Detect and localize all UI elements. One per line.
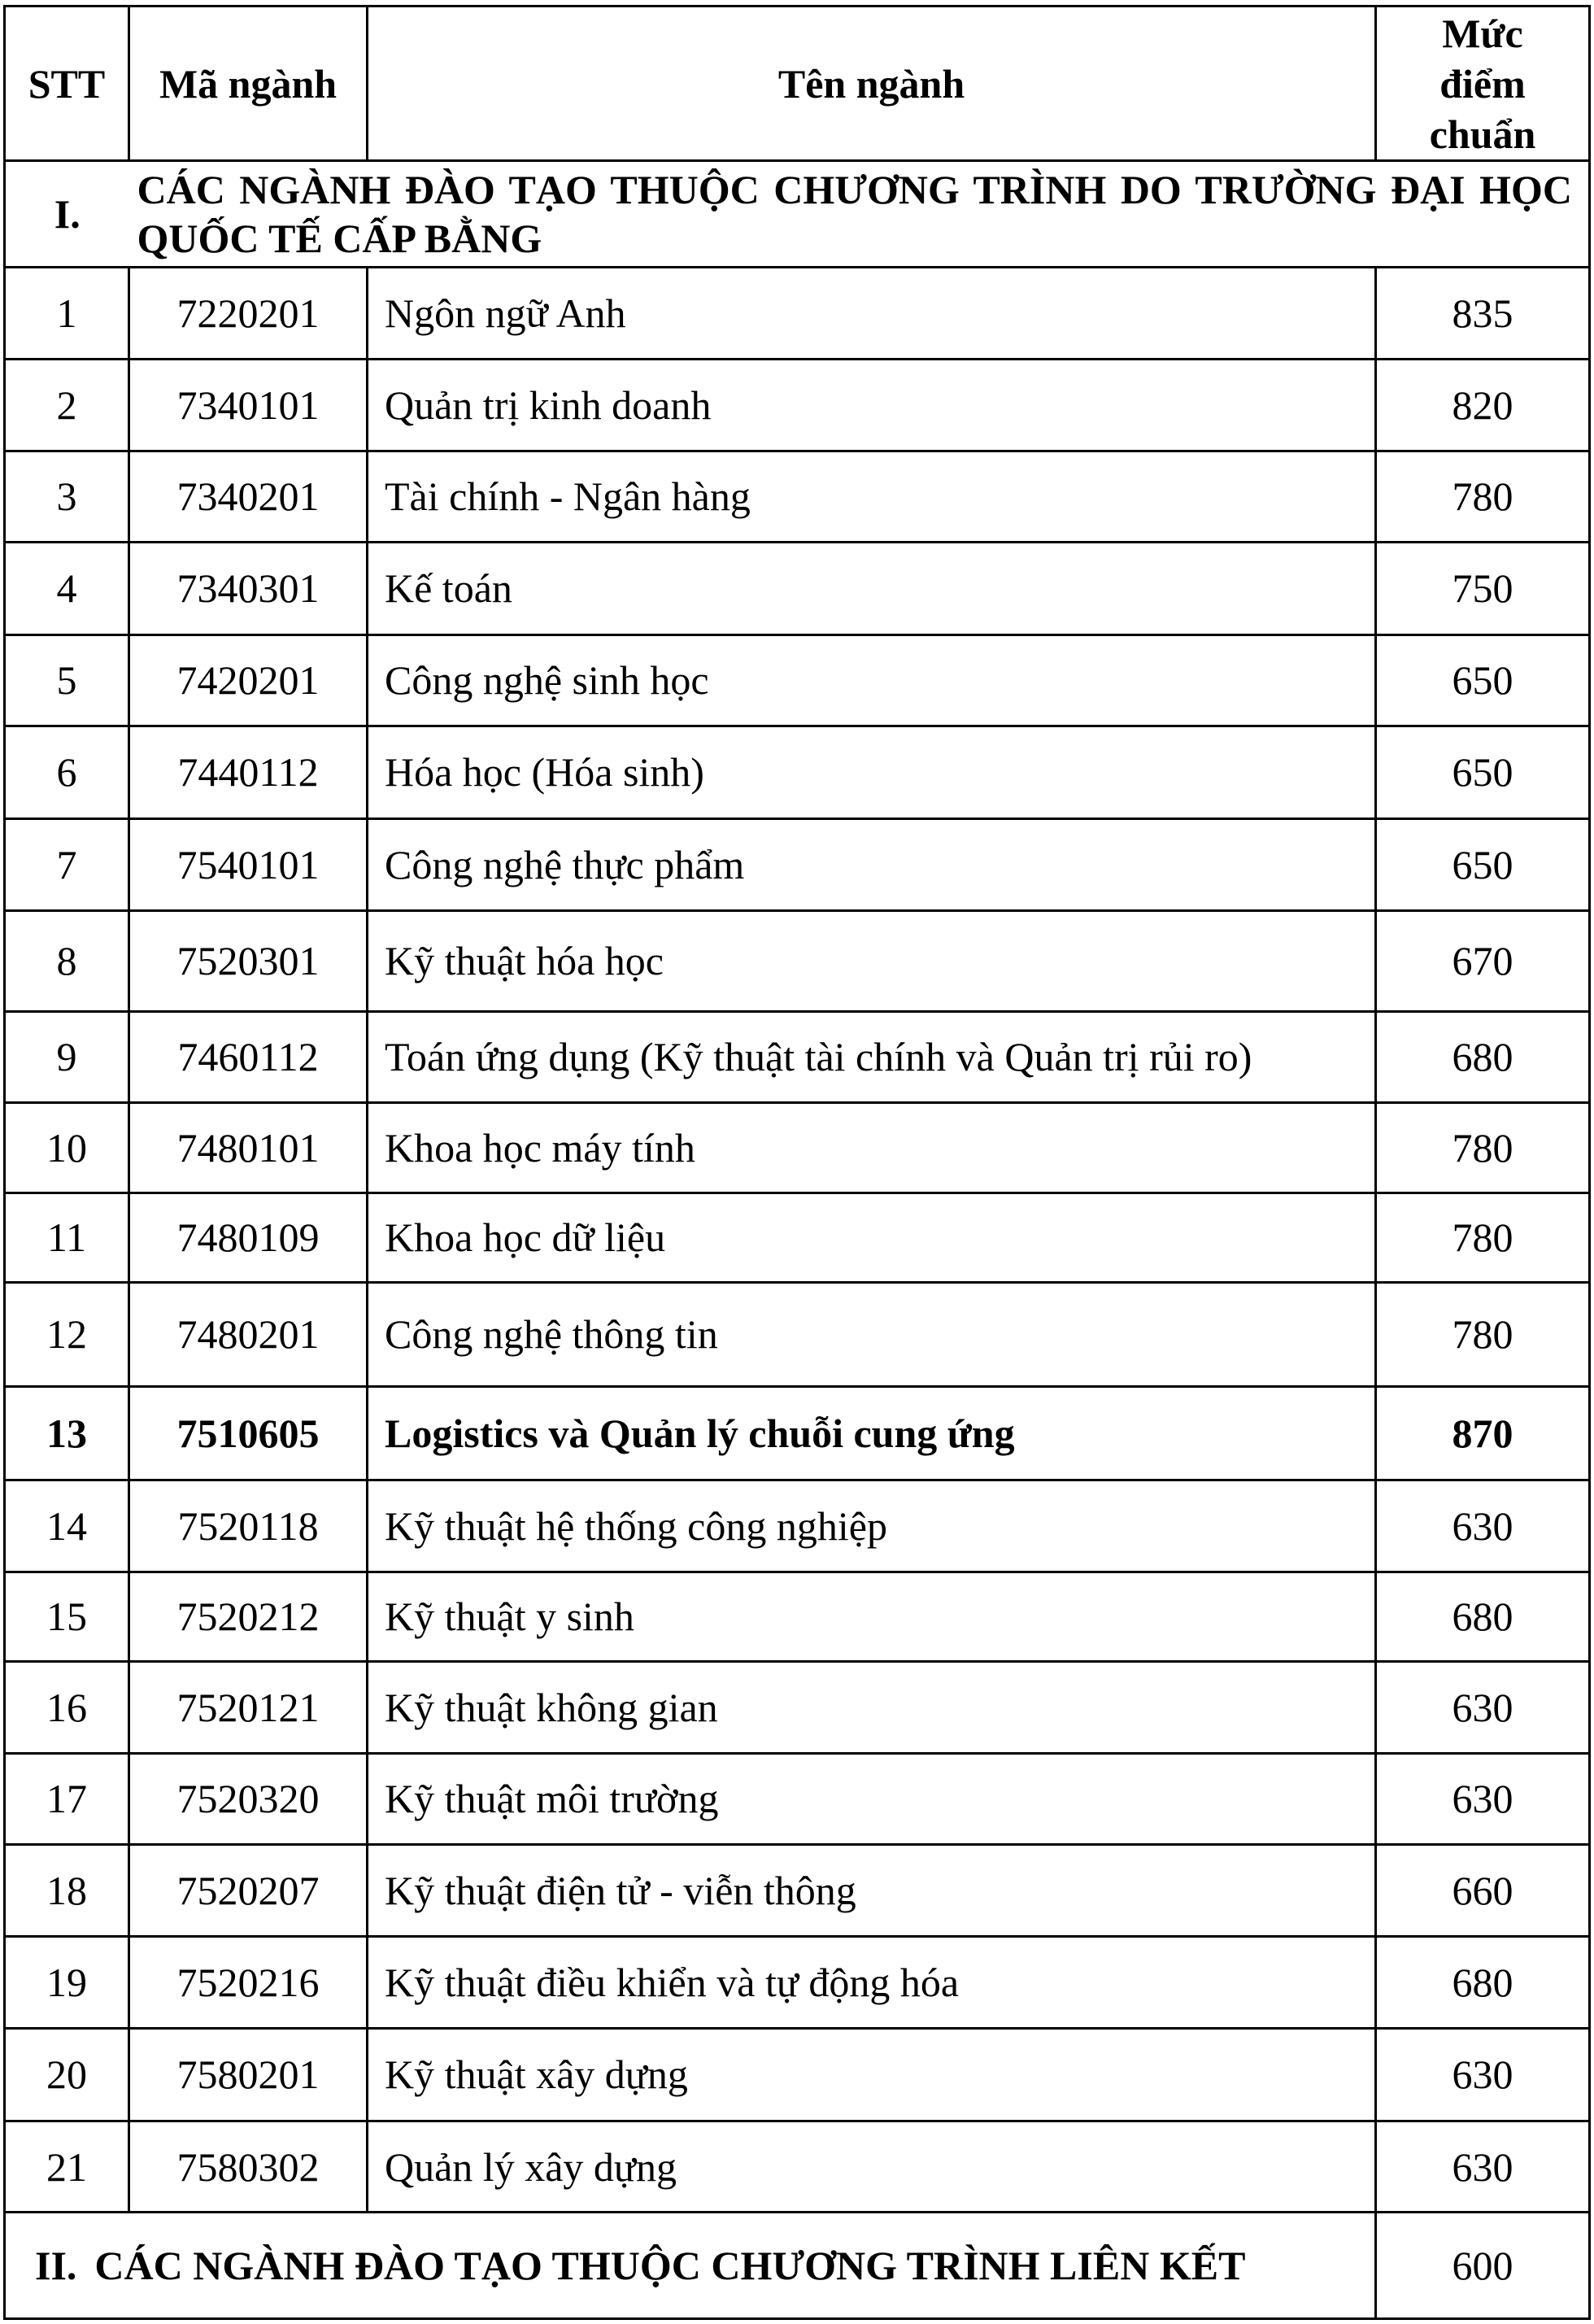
row-score: 680 (1376, 1936, 1590, 2029)
row-code: 7520320 (129, 1753, 368, 1845)
row-code: 7520207 (129, 1845, 368, 1937)
row-stt: 3 (5, 451, 129, 543)
row-score: 680 (1376, 1011, 1590, 1103)
table-row (5, 2029, 1590, 2121)
row-name: Toán ứng dụng (Kỹ thuật tài chính và Quản trị rủi ro) (368, 1011, 1376, 1103)
admission-score-table (3, 5, 1591, 2320)
row-code: 7220201 (129, 267, 368, 360)
table-row (5, 634, 1590, 726)
row-score: 650 (1376, 726, 1590, 819)
row-stt: 17 (5, 1753, 129, 1845)
table-row (5, 1103, 1590, 1193)
row-stt: 2 (5, 360, 129, 451)
table-row (5, 726, 1590, 819)
row-score: 820 (1376, 360, 1590, 451)
row-name: Kế toán (368, 543, 1376, 635)
header-score (1376, 7, 1590, 161)
row-name: Khoa học dữ liệu (368, 1193, 1376, 1282)
header-stt: STT (5, 7, 129, 161)
row-stt: 5 (5, 634, 129, 726)
header-row (5, 7, 1590, 161)
row-stt: 15 (5, 1572, 129, 1661)
row-score: 680 (1376, 1572, 1590, 1661)
table-row (5, 1480, 1590, 1572)
row-stt: 13 (5, 1386, 129, 1480)
section-2-cell (5, 2213, 1376, 2319)
row-name: Kỹ thuật xây dựng (368, 2029, 1376, 2121)
header-score-line2: điểm (1439, 60, 1526, 107)
row-stt: 18 (5, 1845, 129, 1937)
row-code: 7480101 (129, 1103, 368, 1193)
table-row (5, 451, 1590, 543)
row-name: Logistics và Quản lý chuỗi cung ứng (368, 1386, 1376, 1480)
table-row (5, 1753, 1590, 1845)
section-1-row (5, 161, 1590, 268)
table-row (5, 911, 1590, 1012)
row-name: Quản lý xây dựng (368, 2121, 1376, 2213)
section-2-score: 600 (1376, 2213, 1590, 2319)
row-score: 630 (1376, 2029, 1590, 2121)
row-name: Công nghệ thông tin (368, 1283, 1376, 1387)
row-stt: 6 (5, 726, 129, 819)
table-row (5, 2121, 1590, 2213)
row-score: 780 (1376, 1283, 1590, 1387)
table-row (5, 360, 1590, 451)
table-row (5, 1936, 1590, 2029)
row-name: Công nghệ thực phẩm (368, 818, 1376, 911)
section-2-row (5, 2213, 1590, 2319)
table-row (5, 267, 1590, 360)
row-name: Hóa học (Hóa sinh) (368, 726, 1376, 819)
row-code: 7510605 (129, 1386, 368, 1480)
row-code: 7460112 (129, 1011, 368, 1103)
row-score: 750 (1376, 543, 1590, 635)
row-score: 630 (1376, 1480, 1590, 1572)
section-1-title: CÁC NGÀNH ĐÀO TẠO THUỘC CHƯƠNG TRÌNH DO TRƯỜNG ĐẠI HỌC QUỐC TẾ CẤP BẰNG (129, 161, 1590, 268)
section-1-number: I. (5, 161, 129, 268)
row-code: 7520121 (129, 1662, 368, 1754)
row-score: 870 (1376, 1386, 1590, 1480)
row-code: 7520118 (129, 1480, 368, 1572)
row-stt: 12 (5, 1283, 129, 1387)
table-row (5, 1662, 1590, 1754)
row-code: 7520212 (129, 1572, 368, 1661)
row-score: 630 (1376, 2121, 1590, 2213)
row-stt: 16 (5, 1662, 129, 1754)
header-score-line1: Mức (1442, 10, 1523, 56)
row-score: 650 (1376, 634, 1590, 726)
row-name: Kỹ thuật không gian (368, 1662, 1376, 1754)
row-score: 650 (1376, 818, 1590, 911)
row-score: 780 (1376, 1103, 1590, 1193)
header-name: Tên ngành (368, 7, 1376, 161)
row-name: Kỹ thuật điều khiển và tự động hóa (368, 1936, 1376, 2029)
row-stt: 1 (5, 267, 129, 360)
row-name: Quản trị kinh doanh (368, 360, 1376, 451)
row-name: Tài chính - Ngân hàng (368, 451, 1376, 543)
row-code: 7340201 (129, 451, 368, 543)
row-score: 630 (1376, 1753, 1590, 1845)
row-score: 780 (1376, 1193, 1590, 1282)
row-code: 7340301 (129, 543, 368, 635)
row-code: 7580302 (129, 2121, 368, 2213)
header-code: Mã ngành (129, 7, 368, 161)
row-code: 7480201 (129, 1283, 368, 1387)
table-row (5, 1283, 1590, 1387)
row-name: Kỹ thuật điện tử - viễn thông (368, 1845, 1376, 1937)
table-row (5, 1011, 1590, 1103)
table-row (5, 543, 1590, 635)
row-score: 630 (1376, 1662, 1590, 1754)
row-code: 7520301 (129, 911, 368, 1012)
row-name: Kỹ thuật y sinh (368, 1572, 1376, 1661)
row-name: Ngôn ngữ Anh (368, 267, 1376, 360)
table-row (5, 1193, 1590, 1282)
row-stt: 19 (5, 1936, 129, 2029)
table-row (5, 1845, 1590, 1937)
row-score: 660 (1376, 1845, 1590, 1937)
row-name: Khoa học máy tính (368, 1103, 1376, 1193)
table-row (5, 1572, 1590, 1661)
row-stt: 21 (5, 2121, 129, 2213)
table-row (5, 1386, 1590, 1480)
row-stt: 4 (5, 543, 129, 635)
row-code: 7520216 (129, 1936, 368, 2029)
row-stt: 14 (5, 1480, 129, 1572)
row-name: Kỹ thuật hóa học (368, 911, 1376, 1012)
row-score: 670 (1376, 911, 1590, 1012)
row-code: 7480109 (129, 1193, 368, 1282)
header-score-line3: chuẩn (1429, 111, 1536, 157)
row-stt: 7 (5, 818, 129, 911)
row-code: 7340101 (129, 360, 368, 451)
row-name: Công nghệ sinh học (368, 634, 1376, 726)
row-stt: 11 (5, 1193, 129, 1282)
row-code: 7420201 (129, 634, 368, 726)
row-score: 835 (1376, 267, 1590, 360)
row-code: 7540101 (129, 818, 368, 911)
table-row (5, 818, 1590, 911)
section-2-title: CÁC NGÀNH ĐÀO TẠO THUỘC CHƯƠNG TRÌNH LIÊN KẾT (94, 2243, 1246, 2289)
row-name: Kỹ thuật hệ thống công nghiệp (368, 1480, 1376, 1572)
row-score: 780 (1376, 451, 1590, 543)
row-name: Kỹ thuật môi trường (368, 1753, 1376, 1845)
row-stt: 9 (5, 1011, 129, 1103)
row-stt: 10 (5, 1103, 129, 1193)
section-2-number: II. (35, 2243, 77, 2289)
row-code: 7440112 (129, 726, 368, 819)
row-stt: 8 (5, 911, 129, 1012)
row-stt: 20 (5, 2029, 129, 2121)
row-code: 7580201 (129, 2029, 368, 2121)
